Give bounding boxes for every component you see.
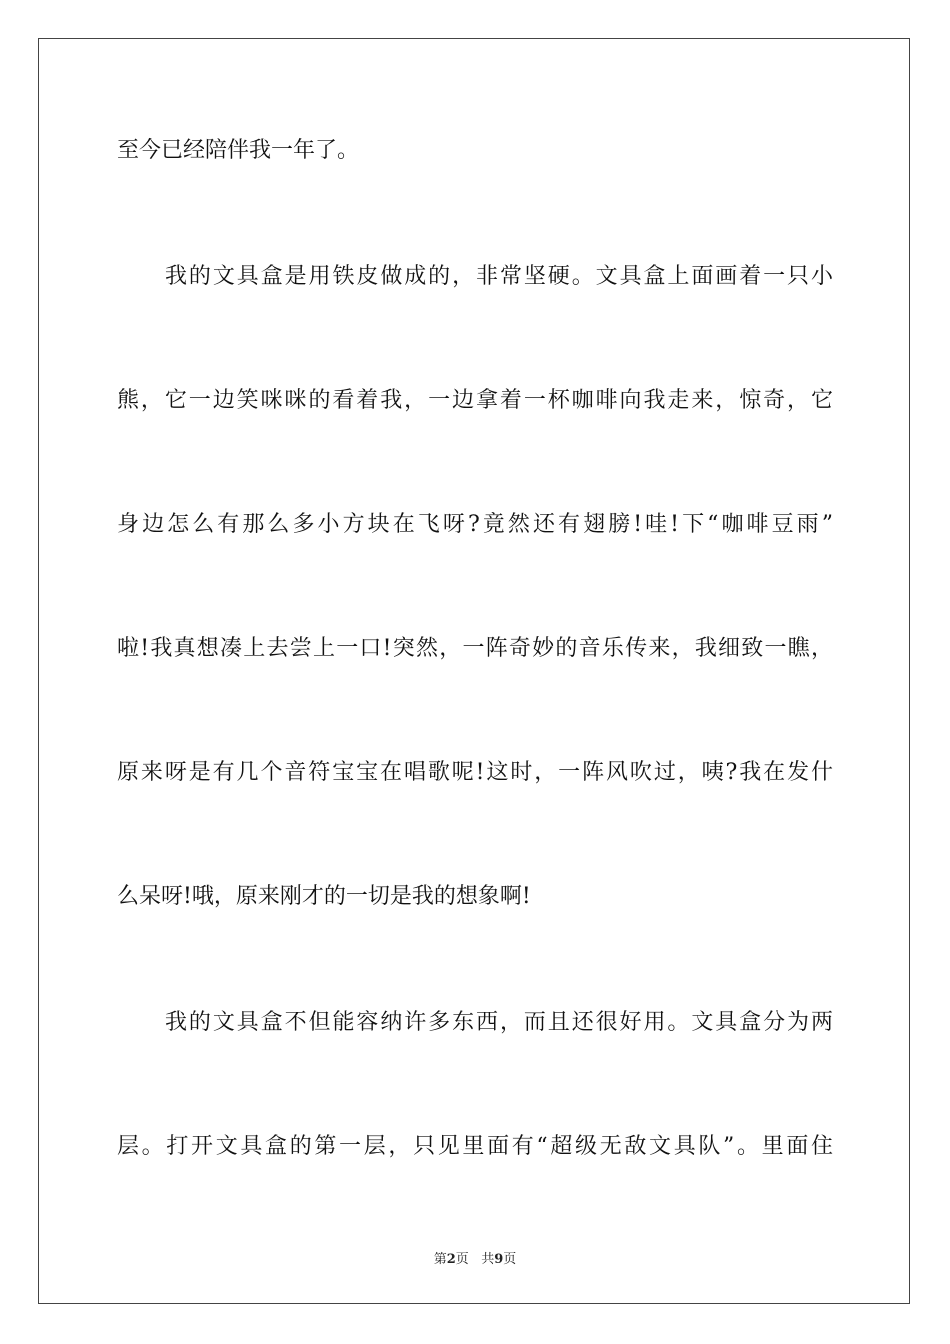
footer-page-prefix: 第: [433, 1252, 447, 1267]
text-line-9: 层。打开文具盒的第一层，只见里面有“超级无敌文具队”。里面住: [117, 1134, 833, 1159]
footer-page-suffix: 页: [455, 1252, 469, 1267]
text-line-6: 原来呀是有几个音符宝宝在唱歌呢!这时，一阵风吹过，咦?我在发什: [117, 760, 833, 785]
page-frame: [38, 38, 910, 1304]
text-line-2: 我的文具盒是用铁皮做成的，非常坚硬。文具盒上面画着一只小: [165, 264, 833, 289]
footer-page-current: 2: [446, 1252, 456, 1267]
footer-total-suffix: 页: [503, 1252, 517, 1267]
text-line-3: 熊，它一边笑咪咪的看着我，一边拿着一杯咖啡向我走来，惊奇，它: [117, 388, 833, 413]
text-line-1: 至今已经陪伴我一年了。: [117, 138, 360, 163]
text-line-7: 么呆呀!哦，原来刚才的一切是我的想象啊!: [117, 884, 531, 909]
text-line-5: 啦!我真想凑上去尝上一口!突然，一阵奇妙的音乐传来，我细致一瞧，: [117, 636, 833, 661]
page-footer: [0, 1248, 950, 1267]
text-line-8: 我的文具盒不但能容纳许多东西，而且还很好用。文具盒分为两: [165, 1010, 833, 1035]
footer-total-prefix: 共: [481, 1252, 495, 1267]
footer-page-total: 9: [494, 1252, 504, 1267]
text-line-4: 身边怎么有那么多小方块在飞呀?竟然还有翅膀!哇!下“咖啡豆雨”: [117, 512, 833, 537]
